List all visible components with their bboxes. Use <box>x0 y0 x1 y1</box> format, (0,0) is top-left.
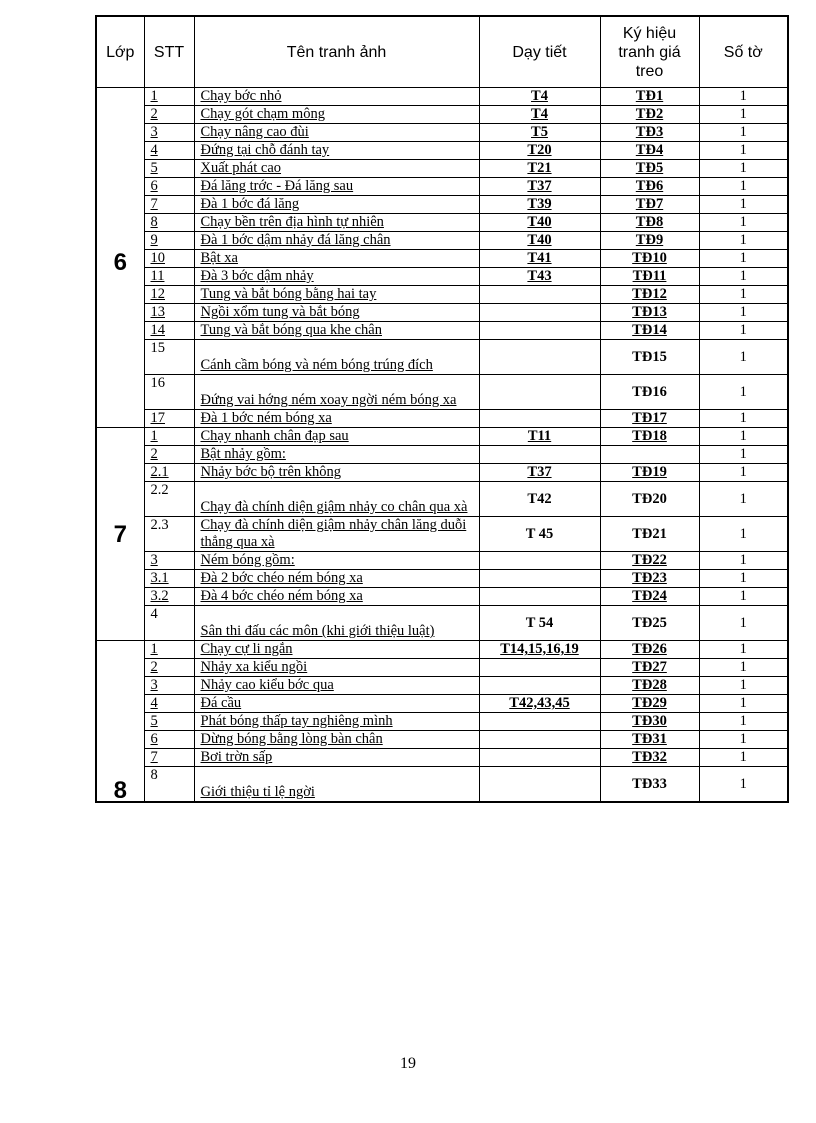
table-header <box>96 16 788 88</box>
ten-cell: Chạy bớc nhỏ <box>194 88 479 106</box>
day-cell: T21 <box>479 160 600 178</box>
table-row <box>96 232 788 250</box>
day-cell: T40 <box>479 232 600 250</box>
table-row <box>96 250 788 268</box>
so-cell: 1 <box>699 286 788 304</box>
stt-cell: 2 <box>144 659 194 677</box>
day-cell <box>479 659 600 677</box>
day-cell <box>479 588 600 606</box>
header-ky-line1: Ký hiệu <box>622 24 677 42</box>
stt-cell: 5 <box>144 713 194 731</box>
ky-cell: TĐ7 <box>600 196 699 214</box>
ky-cell: TĐ20 <box>600 482 699 517</box>
ky-cell: TĐ10 <box>600 250 699 268</box>
so-cell: 1 <box>699 304 788 322</box>
ky-cell: TĐ19 <box>600 464 699 482</box>
ten-cell: Cánh cầm bóng và ném bóng trúng đích <box>194 340 479 375</box>
day-cell: T20 <box>479 142 600 160</box>
ten-cell: Đà 1 bớc dậm nhảy đá lăng chân <box>194 232 479 250</box>
table-row <box>96 160 788 178</box>
so-cell: 1 <box>699 731 788 749</box>
ten-cell: Giới thiệu tỉ lệ ngời <box>194 767 479 803</box>
so-cell: 1 <box>699 232 788 250</box>
table-row <box>96 659 788 677</box>
table-row <box>96 749 788 767</box>
header-lop: Lớp <box>96 16 144 88</box>
table-body <box>96 88 788 803</box>
table-row <box>96 214 788 232</box>
stt-cell: 4 <box>144 606 194 641</box>
day-cell: T41 <box>479 250 600 268</box>
day-cell: T43 <box>479 268 600 286</box>
ky-cell: TĐ1 <box>600 88 699 106</box>
so-cell: 1 <box>699 178 788 196</box>
stt-cell: 8 <box>144 767 194 803</box>
ky-cell: TĐ32 <box>600 749 699 767</box>
equipment-table <box>95 15 789 803</box>
ky-cell: TĐ11 <box>600 268 699 286</box>
stt-cell: 13 <box>144 304 194 322</box>
ten-cell: Chạy đà chính diện giậm nhảy chân lăng duỗi thẳng qua xà <box>194 517 479 552</box>
ky-cell: TĐ29 <box>600 695 699 713</box>
ten-cell: Đà 2 bớc chéo ném bóng xa <box>194 570 479 588</box>
day-cell <box>479 552 600 570</box>
table-row <box>96 731 788 749</box>
table-row <box>96 178 788 196</box>
stt-cell: 1 <box>144 428 194 446</box>
ky-cell: TĐ30 <box>600 713 699 731</box>
ky-cell: TĐ5 <box>600 160 699 178</box>
table-row <box>96 713 788 731</box>
so-cell: 1 <box>699 268 788 286</box>
ky-cell: TĐ8 <box>600 214 699 232</box>
so-cell: 1 <box>699 767 788 803</box>
so-cell: 1 <box>699 428 788 446</box>
so-cell: 1 <box>699 606 788 641</box>
table-row <box>96 322 788 340</box>
table-row <box>96 464 788 482</box>
header-ky-line2: tranh giá <box>618 43 681 61</box>
lop-cell: 6 <box>96 88 144 428</box>
stt-cell: 2.1 <box>144 464 194 482</box>
ky-cell: TĐ17 <box>600 410 699 428</box>
so-cell: 1 <box>699 641 788 659</box>
ten-cell: Đà 4 bớc chéo ném bóng xa <box>194 588 479 606</box>
ky-cell: TĐ14 <box>600 322 699 340</box>
table-row <box>96 767 788 803</box>
ten-cell: Ném bóng gồm: <box>194 552 479 570</box>
day-cell: T39 <box>479 196 600 214</box>
stt-cell: 17 <box>144 410 194 428</box>
table-row <box>96 196 788 214</box>
stt-cell: 3 <box>144 124 194 142</box>
ky-cell: TĐ22 <box>600 552 699 570</box>
stt-cell: 8 <box>144 214 194 232</box>
day-cell: T40 <box>479 214 600 232</box>
table-row <box>96 641 788 659</box>
table-row <box>96 124 788 142</box>
header-day: Dạy tiết <box>479 16 600 88</box>
ky-cell: TĐ4 <box>600 142 699 160</box>
ten-cell: Đá cầu <box>194 695 479 713</box>
table-row <box>96 677 788 695</box>
table-row <box>96 517 788 552</box>
ky-cell: TĐ18 <box>600 428 699 446</box>
page-number: 19 <box>400 1055 416 1072</box>
header-stt: STT <box>144 16 194 88</box>
day-cell: T4 <box>479 88 600 106</box>
ten-cell: Nhảy bớc bộ trên không <box>194 464 479 482</box>
ten-cell: Đá lăng trớc - Đá lăng sau <box>194 178 479 196</box>
ky-cell: TĐ15 <box>600 340 699 375</box>
ten-cell: Ngồi xổm tung và bắt bóng <box>194 304 479 322</box>
stt-cell: 14 <box>144 322 194 340</box>
so-cell: 1 <box>699 482 788 517</box>
day-cell: T42,43,45 <box>479 695 600 713</box>
stt-cell: 2.3 <box>144 517 194 552</box>
day-cell: T42 <box>479 482 600 517</box>
stt-cell: 3.1 <box>144 570 194 588</box>
ten-cell: Đứng vai hớng ném xoay ngời ném bóng xa <box>194 375 479 410</box>
ky-cell: TĐ16 <box>600 375 699 410</box>
ky-cell: TĐ24 <box>600 588 699 606</box>
day-cell: T4 <box>479 106 600 124</box>
so-cell: 1 <box>699 464 788 482</box>
day-cell <box>479 767 600 803</box>
table-row <box>96 304 788 322</box>
header-so: Số tờ <box>699 16 788 88</box>
day-cell: T37 <box>479 178 600 196</box>
stt-cell: 10 <box>144 250 194 268</box>
so-cell: 1 <box>699 106 788 124</box>
ten-cell: Chạy bền trên địa hình tự nhiên <box>194 214 479 232</box>
table-row <box>96 482 788 517</box>
ky-cell <box>600 446 699 464</box>
ky-cell: TĐ3 <box>600 124 699 142</box>
stt-cell: 3.2 <box>144 588 194 606</box>
so-cell: 1 <box>699 552 788 570</box>
stt-cell: 1 <box>144 641 194 659</box>
day-cell <box>479 677 600 695</box>
stt-cell: 7 <box>144 196 194 214</box>
ten-cell: Dừng bóng bằng lòng bàn chân <box>194 731 479 749</box>
stt-cell: 2.2 <box>144 482 194 517</box>
table-row <box>96 286 788 304</box>
ky-cell: TĐ2 <box>600 106 699 124</box>
stt-cell: 16 <box>144 375 194 410</box>
lop-cell: 8 <box>96 641 144 803</box>
so-cell: 1 <box>699 570 788 588</box>
so-cell: 1 <box>699 124 788 142</box>
table-row <box>96 106 788 124</box>
day-cell <box>479 304 600 322</box>
ten-cell: Đà 3 bớc dậm nhảy <box>194 268 479 286</box>
ky-cell: TĐ21 <box>600 517 699 552</box>
ten-cell: Chạy gót chạm mông <box>194 106 479 124</box>
so-cell: 1 <box>699 214 788 232</box>
so-cell: 1 <box>699 196 788 214</box>
table-row <box>96 428 788 446</box>
so-cell: 1 <box>699 517 788 552</box>
header-ky <box>600 16 699 88</box>
ten-cell: Đà 1 bớc ném bóng xa <box>194 410 479 428</box>
so-cell: 1 <box>699 659 788 677</box>
day-cell: T11 <box>479 428 600 446</box>
ten-cell: Phát bóng thấp tay nghiêng mình <box>194 713 479 731</box>
table-row <box>96 88 788 106</box>
header-ten: Tên tranh ảnh <box>194 16 479 88</box>
table-row <box>96 340 788 375</box>
stt-cell: 4 <box>144 142 194 160</box>
day-cell <box>479 322 600 340</box>
so-cell: 1 <box>699 340 788 375</box>
ten-cell: Chạy nâng cao đùi <box>194 124 479 142</box>
so-cell: 1 <box>699 695 788 713</box>
so-cell: 1 <box>699 713 788 731</box>
stt-cell: 5 <box>144 160 194 178</box>
ky-cell: TĐ27 <box>600 659 699 677</box>
so-cell: 1 <box>699 375 788 410</box>
stt-cell: 15 <box>144 340 194 375</box>
stt-cell: 12 <box>144 286 194 304</box>
day-cell <box>479 410 600 428</box>
lop-cell: 7 <box>96 428 144 641</box>
so-cell: 1 <box>699 142 788 160</box>
ten-cell: Tung và bắt bóng bằng hai tay <box>194 286 479 304</box>
ten-cell: Bật xa <box>194 250 479 268</box>
ky-cell: TĐ31 <box>600 731 699 749</box>
ky-cell: TĐ12 <box>600 286 699 304</box>
ky-cell: TĐ33 <box>600 767 699 803</box>
ky-cell: TĐ13 <box>600 304 699 322</box>
stt-cell: 9 <box>144 232 194 250</box>
table-row <box>96 695 788 713</box>
ten-cell: Sân thi đấu các môn (khi giới thiệu luật) <box>194 606 479 641</box>
stt-cell: 6 <box>144 178 194 196</box>
table-row <box>96 375 788 410</box>
so-cell: 1 <box>699 749 788 767</box>
table-row <box>96 606 788 641</box>
ky-cell: TĐ23 <box>600 570 699 588</box>
stt-cell: 4 <box>144 695 194 713</box>
so-cell: 1 <box>699 677 788 695</box>
day-cell: T14,15,16,19 <box>479 641 600 659</box>
stt-cell: 2 <box>144 446 194 464</box>
ten-cell: Nhảy xa kiểu ngồi <box>194 659 479 677</box>
table-row <box>96 142 788 160</box>
stt-cell: 3 <box>144 677 194 695</box>
day-cell <box>479 570 600 588</box>
so-cell: 1 <box>699 446 788 464</box>
stt-cell: 2 <box>144 106 194 124</box>
ten-cell: Xuất phát cao <box>194 160 479 178</box>
day-cell <box>479 713 600 731</box>
so-cell: 1 <box>699 322 788 340</box>
table-row <box>96 552 788 570</box>
day-cell <box>479 375 600 410</box>
ten-cell: Chạy đà chính diện giậm nhảy co chân qua xà <box>194 482 479 517</box>
ky-cell: TĐ9 <box>600 232 699 250</box>
table-row <box>96 570 788 588</box>
stt-cell: 1 <box>144 88 194 106</box>
ten-cell: Chạy cự li ngắn <box>194 641 479 659</box>
day-cell <box>479 731 600 749</box>
day-cell <box>479 340 600 375</box>
stt-cell: 3 <box>144 552 194 570</box>
table-row <box>96 268 788 286</box>
stt-cell: 7 <box>144 749 194 767</box>
ten-cell: Bơi trờn sấp <box>194 749 479 767</box>
day-cell <box>479 749 600 767</box>
table-row <box>96 588 788 606</box>
stt-cell: 6 <box>144 731 194 749</box>
so-cell: 1 <box>699 250 788 268</box>
ky-cell: TĐ25 <box>600 606 699 641</box>
ky-cell: TĐ28 <box>600 677 699 695</box>
ten-cell: Bật nhảy gồm: <box>194 446 479 464</box>
day-cell: T37 <box>479 464 600 482</box>
ky-cell: TĐ26 <box>600 641 699 659</box>
ten-cell: Nhảy cao kiểu bớc qua <box>194 677 479 695</box>
so-cell: 1 <box>699 410 788 428</box>
day-cell <box>479 286 600 304</box>
table-row <box>96 410 788 428</box>
ten-cell: Đà 1 bớc đá lăng <box>194 196 479 214</box>
table-row <box>96 446 788 464</box>
ten-cell: Đứng tại chỗ đánh tay <box>194 142 479 160</box>
header-ky-line3: treo <box>635 62 664 80</box>
ten-cell: Tung và bắt bóng qua khe chân <box>194 322 479 340</box>
ten-cell: Chạy nhanh chân đạp sau <box>194 428 479 446</box>
so-cell: 1 <box>699 160 788 178</box>
so-cell: 1 <box>699 88 788 106</box>
stt-cell: 11 <box>144 268 194 286</box>
day-cell: T 54 <box>479 606 600 641</box>
so-cell: 1 <box>699 588 788 606</box>
ky-cell: TĐ6 <box>600 178 699 196</box>
day-cell: T5 <box>479 124 600 142</box>
day-cell <box>479 446 600 464</box>
day-cell: T 45 <box>479 517 600 552</box>
